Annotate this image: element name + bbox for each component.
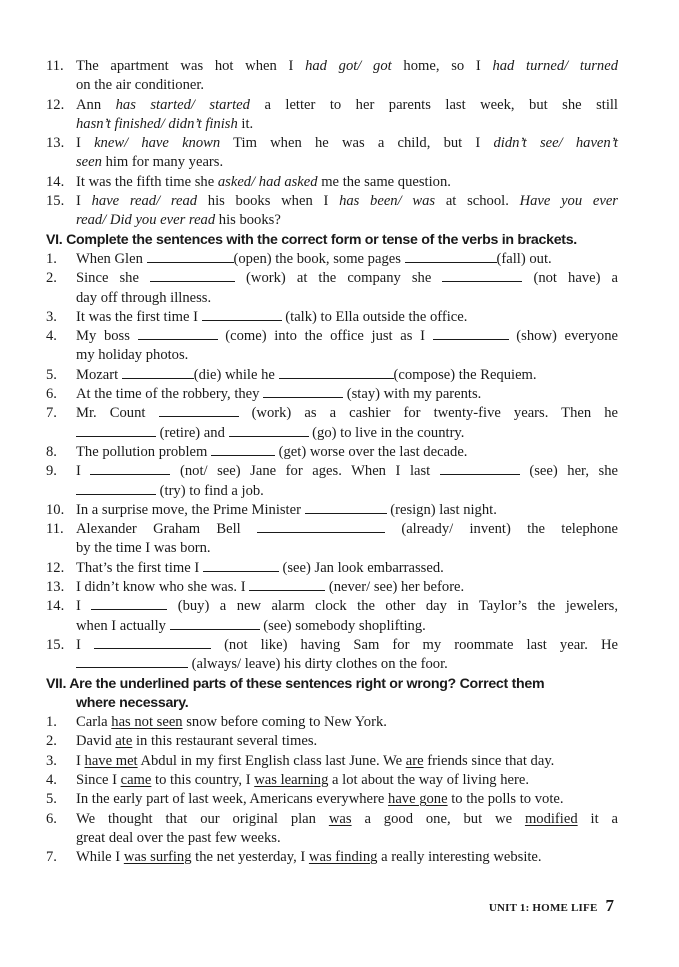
underlined-phrase: came bbox=[120, 771, 152, 788]
item-number: 15. bbox=[46, 636, 65, 653]
sec5-item-line bbox=[46, 211, 618, 230]
text-segment: In a surprise move, the Prime Minister bbox=[76, 501, 305, 518]
text-segment: me the same question. bbox=[317, 173, 451, 190]
text-segment: a lot about the way of living here. bbox=[328, 771, 529, 788]
answer-blank[interactable] bbox=[94, 636, 211, 649]
answer-blank[interactable] bbox=[122, 366, 194, 379]
text-segment: (always/ leave) his dirty clothes on the foor. bbox=[188, 656, 448, 673]
sec6-item-line bbox=[46, 559, 618, 578]
text-segment: The apartment was hot when I bbox=[76, 58, 306, 74]
text-segment: Mr. Count bbox=[76, 405, 159, 422]
item-text bbox=[76, 655, 618, 674]
sec7-item-line bbox=[46, 732, 618, 751]
text-segment: him for many years. bbox=[101, 154, 224, 171]
item-text bbox=[76, 520, 618, 539]
text-segment: In the early part of last week, Americans everywhere bbox=[76, 791, 389, 808]
sec6-item-line bbox=[46, 597, 618, 616]
answer-blank[interactable] bbox=[257, 520, 385, 533]
item-number: 6. bbox=[46, 810, 57, 827]
choice-option: has started/ started bbox=[115, 96, 250, 113]
text-segment: Carla bbox=[76, 714, 112, 731]
section-7-heading-cont bbox=[46, 694, 618, 713]
item-text bbox=[76, 559, 618, 578]
text-segment: I bbox=[76, 193, 92, 210]
underlined-phrase: have met bbox=[84, 752, 138, 769]
item-text bbox=[76, 578, 618, 597]
text-segment: At the time of the robbery, they bbox=[76, 386, 264, 403]
answer-blank[interactable] bbox=[147, 250, 234, 263]
underlined-phrase: was bbox=[328, 810, 352, 827]
text-segment: We thought that our original plan bbox=[76, 810, 329, 827]
text-segment: (come) into the office just as I bbox=[217, 328, 433, 345]
text-segment: Tim when he was a child, but I bbox=[220, 135, 494, 152]
text-segment: Alexander Graham Bell bbox=[76, 521, 258, 538]
text-segment: by the time I was born. bbox=[76, 540, 211, 557]
section-6-heading bbox=[46, 231, 618, 250]
text-segment: (try) to find a job. bbox=[156, 482, 264, 499]
item-text bbox=[76, 597, 618, 616]
answer-blank[interactable] bbox=[202, 308, 282, 321]
answer-blank[interactable] bbox=[170, 617, 260, 630]
item-number: 7. bbox=[46, 849, 57, 866]
sec7-item-line bbox=[46, 713, 618, 732]
item-text bbox=[76, 269, 618, 288]
sec6-item-line bbox=[46, 578, 618, 597]
text-segment: (go) to live in the country. bbox=[308, 424, 465, 441]
section-7-title-cont: where necessary. bbox=[76, 694, 189, 711]
item-number: 6. bbox=[46, 386, 57, 403]
item-number: 5. bbox=[46, 791, 57, 808]
text-segment: (not like) having Sam for my roommate last year. He bbox=[210, 636, 618, 653]
section-7-title: Are the underlined parts of these sentences right or wrong? Correct them bbox=[69, 675, 545, 692]
text-segment: snow before coming to New York. bbox=[182, 714, 387, 731]
text-segment: I bbox=[76, 463, 91, 480]
answer-blank[interactable] bbox=[138, 327, 218, 340]
item-number: 5. bbox=[46, 366, 57, 383]
text-segment: (not have) a bbox=[522, 270, 618, 287]
text-segment: his books when I bbox=[197, 193, 340, 210]
sec6-item-line bbox=[46, 385, 618, 404]
item-text bbox=[76, 810, 618, 829]
item-text bbox=[76, 327, 618, 346]
item-text bbox=[76, 308, 618, 327]
choice-option: read/ Did you ever read bbox=[76, 212, 216, 229]
item-text bbox=[76, 404, 618, 423]
sec6-item-line bbox=[46, 539, 618, 558]
text-segment: (see) her, she bbox=[519, 463, 618, 480]
item-text bbox=[76, 829, 618, 848]
section-6-roman: VI. bbox=[46, 231, 63, 248]
text-segment: I bbox=[76, 598, 92, 615]
sec5-item-line bbox=[46, 192, 618, 211]
item-text bbox=[76, 153, 618, 172]
text-segment: the net yesterday, I bbox=[191, 849, 309, 866]
sec5-item-line bbox=[46, 115, 618, 134]
text-segment: While I bbox=[76, 849, 124, 866]
text-segment: David bbox=[76, 733, 116, 750]
sec6-item-line bbox=[46, 366, 618, 385]
choice-option: knew/ have known bbox=[94, 135, 221, 152]
sec6-item-line bbox=[46, 462, 618, 481]
answer-blank[interactable] bbox=[203, 559, 279, 572]
answer-blank[interactable] bbox=[91, 597, 167, 610]
choice-option: have read/ read bbox=[91, 193, 198, 210]
section-7-heading bbox=[46, 675, 618, 694]
underlined-phrase: was learning bbox=[254, 771, 329, 788]
answer-blank[interactable] bbox=[90, 462, 170, 475]
answer-blank[interactable] bbox=[442, 269, 522, 282]
sec6-item-line bbox=[46, 636, 618, 655]
item-text bbox=[76, 76, 618, 95]
section-7-items bbox=[46, 713, 618, 867]
item-text bbox=[76, 617, 618, 636]
page-number: 7 bbox=[605, 896, 614, 915]
item-number: 3. bbox=[46, 308, 57, 325]
text-segment: home, so I bbox=[391, 58, 493, 74]
text-segment: it a bbox=[577, 810, 618, 827]
sec6-item-line bbox=[46, 443, 618, 462]
answer-blank[interactable] bbox=[159, 404, 239, 417]
item-text bbox=[76, 57, 618, 76]
item-number: 8. bbox=[46, 443, 57, 460]
item-text bbox=[76, 462, 618, 481]
sec5-item-line bbox=[46, 134, 618, 153]
sec7-item-line bbox=[46, 790, 618, 809]
item-number: 2. bbox=[46, 270, 57, 287]
worksheet-page bbox=[46, 57, 618, 867]
text-segment: I bbox=[76, 752, 85, 769]
item-text bbox=[76, 752, 618, 771]
text-segment: (buy) a new alarm clock the other day in Taylor’s the jewelers, bbox=[167, 598, 618, 615]
text-segment: Since she bbox=[76, 270, 150, 287]
item-text bbox=[76, 115, 618, 134]
sec5-item-line bbox=[46, 76, 618, 95]
sec6-item-line bbox=[46, 617, 618, 636]
section-5-continued bbox=[46, 57, 618, 231]
text-segment: (stay) with my parents. bbox=[343, 386, 482, 403]
choice-option: has been/ was bbox=[339, 193, 436, 210]
item-text bbox=[76, 482, 618, 501]
underlined-phrase: have gone bbox=[388, 791, 448, 808]
item-number: 11. bbox=[46, 521, 64, 538]
item-number: 4. bbox=[46, 328, 57, 345]
item-text bbox=[76, 443, 618, 462]
sec6-item-line bbox=[46, 289, 618, 308]
section-7-roman: VII. bbox=[46, 675, 67, 692]
sec6-item-line bbox=[46, 327, 618, 346]
unit-label: UNIT 1: HOME LIFE bbox=[488, 902, 598, 914]
text-segment: Ann bbox=[76, 96, 116, 113]
sec6-item-line bbox=[46, 424, 618, 443]
answer-blank[interactable] bbox=[150, 269, 235, 282]
choice-option: had got/ got bbox=[305, 58, 392, 74]
item-text bbox=[76, 385, 618, 404]
item-text bbox=[76, 539, 618, 558]
text-segment: (open) the book, some pages bbox=[233, 250, 405, 267]
underlined-phrase: was surfing bbox=[123, 849, 192, 866]
text-segment: friends since that day. bbox=[423, 752, 555, 769]
item-text bbox=[76, 501, 618, 520]
item-text bbox=[76, 250, 618, 269]
item-text bbox=[76, 134, 618, 153]
text-segment: when I actually bbox=[76, 617, 170, 634]
text-segment: (already/ invent) the telephone bbox=[385, 521, 619, 538]
text-segment: (work) as a cashier for twenty-five years. Then he bbox=[238, 405, 618, 422]
text-segment: I bbox=[76, 636, 94, 653]
text-segment: (fall) out. bbox=[496, 250, 552, 267]
sec6-item-line bbox=[46, 501, 618, 520]
item-text bbox=[76, 96, 618, 115]
item-number: 4. bbox=[46, 771, 57, 788]
item-text bbox=[76, 289, 618, 308]
text-segment: a good one, but we bbox=[351, 810, 525, 827]
item-number: 13. bbox=[46, 135, 65, 152]
underlined-phrase: was finding bbox=[308, 849, 378, 866]
section-6-items bbox=[46, 250, 618, 675]
sec6-item-line bbox=[46, 250, 618, 269]
text-segment: my holiday photos. bbox=[76, 347, 189, 364]
item-number: 2. bbox=[46, 733, 57, 750]
text-segment: It was the fifth time she bbox=[76, 173, 218, 190]
text-segment: Since I bbox=[76, 771, 121, 788]
text-segment: (never/ see) her before. bbox=[325, 579, 465, 596]
sec6-item-line bbox=[46, 520, 618, 539]
choice-option: had turned/ turned bbox=[492, 58, 618, 74]
text-segment: My boss bbox=[76, 328, 138, 345]
text-segment: The pollution problem bbox=[76, 443, 211, 460]
answer-blank[interactable] bbox=[76, 482, 156, 495]
sec6-item-line bbox=[46, 269, 618, 288]
text-segment: at school. bbox=[435, 193, 520, 210]
underlined-phrase: modified bbox=[524, 810, 578, 827]
sec5-item-line bbox=[46, 57, 618, 76]
text-segment: day off through illness. bbox=[76, 289, 212, 306]
page-footer bbox=[489, 896, 614, 916]
item-number: 10. bbox=[46, 501, 65, 518]
item-text bbox=[76, 173, 618, 192]
item-text bbox=[76, 848, 618, 867]
sec7-item-line bbox=[46, 829, 618, 848]
sec7-item-line bbox=[46, 771, 618, 790]
text-segment: (work) at the company she bbox=[235, 270, 443, 287]
sec7-item-line bbox=[46, 848, 618, 867]
text-segment: It was the first time I bbox=[76, 308, 202, 325]
text-segment: (not/ see) Jane for ages. When I last bbox=[170, 463, 440, 480]
text-segment: in this restaurant several times. bbox=[132, 733, 318, 750]
text-segment: I bbox=[76, 135, 95, 152]
section-6-title: Complete the sentences with the correct form or tense of the verbs in brackets. bbox=[66, 231, 577, 248]
item-number: 11. bbox=[46, 58, 64, 74]
text-segment: (die) while he bbox=[193, 366, 279, 383]
item-text bbox=[76, 790, 618, 809]
item-number: 3. bbox=[46, 752, 57, 769]
text-segment: Mozart bbox=[76, 366, 122, 383]
sec5-item-line bbox=[46, 153, 618, 172]
text-segment: (compose) the Requiem. bbox=[393, 366, 537, 383]
answer-blank[interactable] bbox=[279, 366, 394, 379]
item-number: 1. bbox=[46, 250, 57, 267]
text-segment: (see) somebody shoplifting. bbox=[259, 617, 426, 634]
answer-blank[interactable] bbox=[76, 424, 156, 437]
text-segment: on the air conditioner. bbox=[76, 77, 205, 94]
text-segment: to the polls to vote. bbox=[447, 791, 564, 808]
item-number: 15. bbox=[46, 193, 65, 210]
answer-blank[interactable] bbox=[263, 385, 343, 398]
text-segment: (see) Jan look embarrassed. bbox=[278, 559, 444, 576]
text-segment: it. bbox=[237, 115, 254, 132]
sec7-item-line bbox=[46, 752, 618, 771]
item-text bbox=[76, 713, 618, 732]
sec6-item-line bbox=[46, 346, 618, 365]
item-text bbox=[76, 211, 618, 230]
item-text bbox=[76, 366, 618, 385]
underlined-phrase: are bbox=[405, 752, 424, 769]
sec7-item-line bbox=[46, 810, 618, 829]
text-segment: great deal over the past few weeks. bbox=[76, 829, 281, 846]
text-segment: I didn’t know who she was. I bbox=[76, 579, 250, 596]
choice-option: asked/ had asked bbox=[217, 173, 318, 190]
choice-option: hasn’t finished/ didn’t finish bbox=[76, 115, 238, 132]
item-text bbox=[76, 771, 618, 790]
sec6-item-line bbox=[46, 655, 618, 674]
underlined-phrase: ate bbox=[115, 733, 133, 750]
item-number: 9. bbox=[46, 463, 57, 480]
answer-blank[interactable] bbox=[305, 501, 387, 514]
text-segment: his books? bbox=[215, 212, 281, 229]
underlined-phrase: has not seen bbox=[111, 714, 183, 731]
item-number: 14. bbox=[46, 173, 65, 190]
sec6-item-line bbox=[46, 308, 618, 327]
choice-option: Have you ever bbox=[519, 193, 618, 210]
text-segment: (get) worse over the last decade. bbox=[274, 443, 468, 460]
item-number: 13. bbox=[46, 579, 65, 596]
text-segment: (retire) and bbox=[156, 424, 229, 441]
text-segment: a letter to her parents last week, but she still bbox=[249, 96, 618, 113]
item-text bbox=[76, 346, 618, 365]
answer-blank[interactable] bbox=[76, 655, 188, 668]
text-segment: Abdul in my first English class last June. We bbox=[137, 752, 406, 769]
choice-option: didn’t see/ haven’t bbox=[493, 135, 618, 152]
answer-blank[interactable] bbox=[249, 578, 325, 591]
item-number: 12. bbox=[46, 96, 65, 113]
sec6-item-line bbox=[46, 404, 618, 423]
text-segment: a really interesting website. bbox=[377, 849, 542, 866]
answer-blank[interactable] bbox=[440, 462, 520, 475]
sec5-item-line bbox=[46, 96, 618, 115]
item-text bbox=[76, 192, 618, 211]
text-segment: (talk) to Ella outside the office. bbox=[281, 308, 468, 325]
text-segment: (show) everyone bbox=[508, 328, 618, 345]
text-segment: to this country, I bbox=[151, 771, 255, 788]
answer-blank[interactable] bbox=[405, 250, 497, 263]
answer-blank[interactable] bbox=[211, 443, 275, 456]
text-segment: When Glen bbox=[76, 250, 147, 267]
item-number: 12. bbox=[46, 559, 65, 576]
text-segment: (resign) last night. bbox=[386, 501, 497, 518]
answer-blank[interactable] bbox=[229, 424, 309, 437]
answer-blank[interactable] bbox=[433, 327, 509, 340]
item-number: 7. bbox=[46, 405, 57, 422]
sec5-item-line bbox=[46, 173, 618, 192]
item-text bbox=[76, 636, 618, 655]
choice-option: seen bbox=[76, 154, 102, 171]
sec6-item-line bbox=[46, 482, 618, 501]
text-segment: That’s the first time I bbox=[76, 559, 203, 576]
item-text bbox=[76, 732, 618, 751]
item-text bbox=[76, 424, 618, 443]
item-number: 1. bbox=[46, 714, 57, 731]
item-number: 14. bbox=[46, 598, 65, 615]
